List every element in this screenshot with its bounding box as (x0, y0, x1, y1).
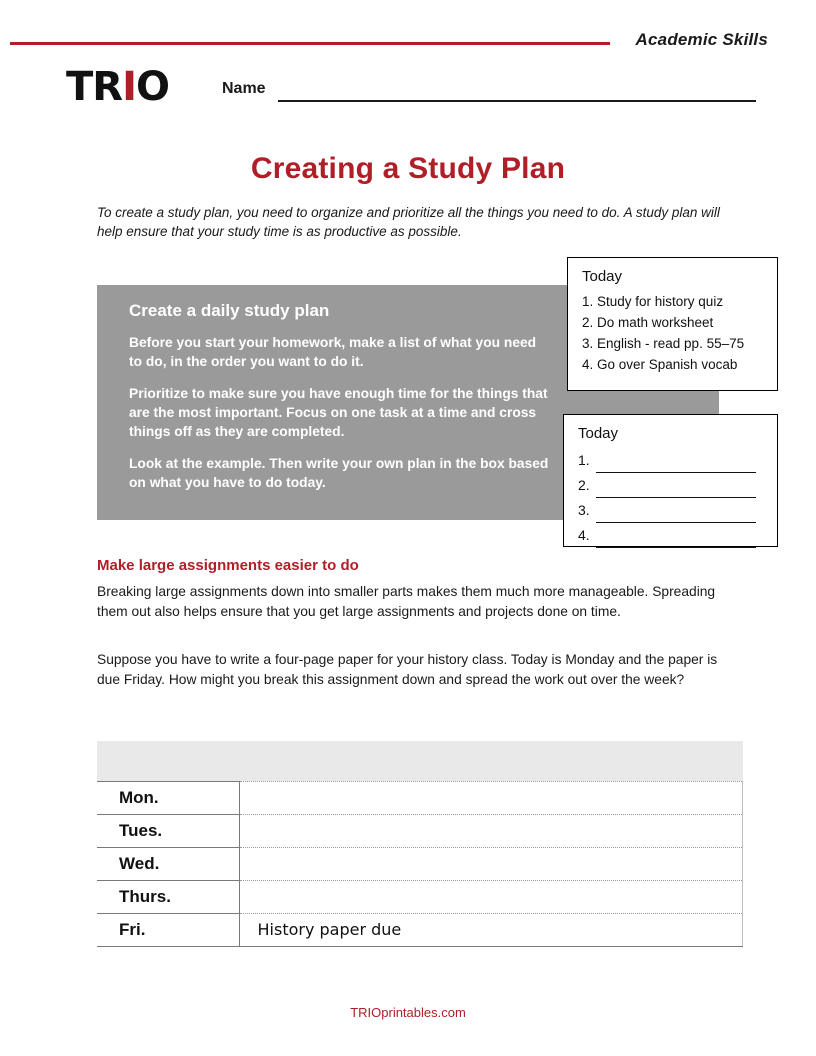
panel-paragraph-3: Look at the example. Then write your own plan in the box based on what you have to do today. (129, 456, 549, 490)
section2-paragraph-2: Suppose you have to write a four-page paper for your history class. Today is Monday and the paper is due Friday. How might you break this assignment down and spread the work out over the week? (97, 652, 718, 687)
item-number: 1. (578, 452, 590, 468)
list-item: 1. Study for history quiz (582, 294, 724, 309)
table-row (97, 847, 743, 880)
list-item: 3. English - read pp. 55–75 (582, 336, 745, 351)
section-heading-large-assignments: Make large assignments easier to do (97, 557, 359, 574)
panel-heading: Create a daily study plan (129, 301, 330, 320)
list-item (578, 473, 777, 498)
write-in-line[interactable] (596, 459, 756, 473)
write-in-line[interactable] (596, 484, 756, 498)
list-item: 4. Go over Spanish vocab (582, 357, 738, 372)
today-example-title: Today (582, 268, 623, 285)
day-note-mon[interactable] (239, 781, 743, 814)
table-header-day (97, 741, 239, 781)
item-number: 3. (578, 502, 590, 518)
item-number: 2. (578, 477, 590, 493)
day-label-thurs: Thurs. (97, 880, 239, 913)
list-item: 2. Do math worksheet (582, 315, 714, 330)
item-number: 4. (578, 527, 590, 543)
page-title: Creating a Study Plan (250, 152, 566, 185)
today-blank-list (564, 448, 777, 548)
today-example-box (567, 257, 778, 391)
day-note-wed[interactable] (239, 847, 743, 880)
table-header-notes (239, 741, 743, 781)
list-item (578, 448, 777, 473)
day-note-thurs[interactable] (239, 880, 743, 913)
table-row (97, 913, 743, 946)
table-row (97, 814, 743, 847)
write-in-line[interactable] (596, 534, 756, 548)
day-label-tues: Tues. (97, 814, 239, 847)
trio-logo-text (66, 66, 169, 108)
panel-content (97, 285, 557, 505)
header-category-title: Academic Skills (635, 30, 768, 49)
day-label-wed: Wed. (97, 847, 239, 880)
table-row (97, 880, 743, 913)
trio-logo (66, 66, 198, 108)
name-input-line[interactable] (278, 100, 756, 102)
header-divider-rule (10, 42, 610, 45)
day-label-fri: Fri. (97, 913, 239, 946)
table-row (97, 781, 743, 814)
name-label: Name (222, 80, 266, 97)
logo-part-i: I (122, 64, 136, 110)
logo-part-o: O (135, 64, 169, 110)
list-item (578, 523, 777, 548)
day-note-tues[interactable] (239, 814, 743, 847)
today-example-list (568, 291, 777, 375)
list-item (578, 498, 777, 523)
write-in-line[interactable] (596, 509, 756, 523)
logo-part-tr: TR (66, 64, 123, 110)
today-blank-title: Today (578, 425, 619, 442)
today-blank-box[interactable] (563, 414, 778, 547)
page-header (0, 30, 816, 56)
week-plan-table (97, 741, 743, 947)
table-header-row (97, 741, 743, 781)
day-note-fri[interactable]: History paper due (239, 913, 743, 946)
panel-paragraph-2: Prioritize to make sure you have enough time for the things that are the most important. Focus on one task at a time and cross things off as they are completed. (129, 386, 548, 439)
panel-paragraph-1: Before you start your homework, make a list of what you need to do, in the order you want to do it. (129, 335, 537, 369)
footer-url: TRIOprintables.com (350, 1005, 466, 1020)
intro-paragraph: To create a study plan, you need to organize and prioritize all the things you need to do. A study plan will help ensure that your study time is as productive as possible. (97, 205, 720, 239)
section2-paragraph-1: Breaking large assignments down into smaller parts makes them much more manageable. Spreading them out also helps ensure that you get large assignments and projects done on time. (97, 584, 716, 619)
day-label-mon: Mon. (97, 781, 239, 814)
